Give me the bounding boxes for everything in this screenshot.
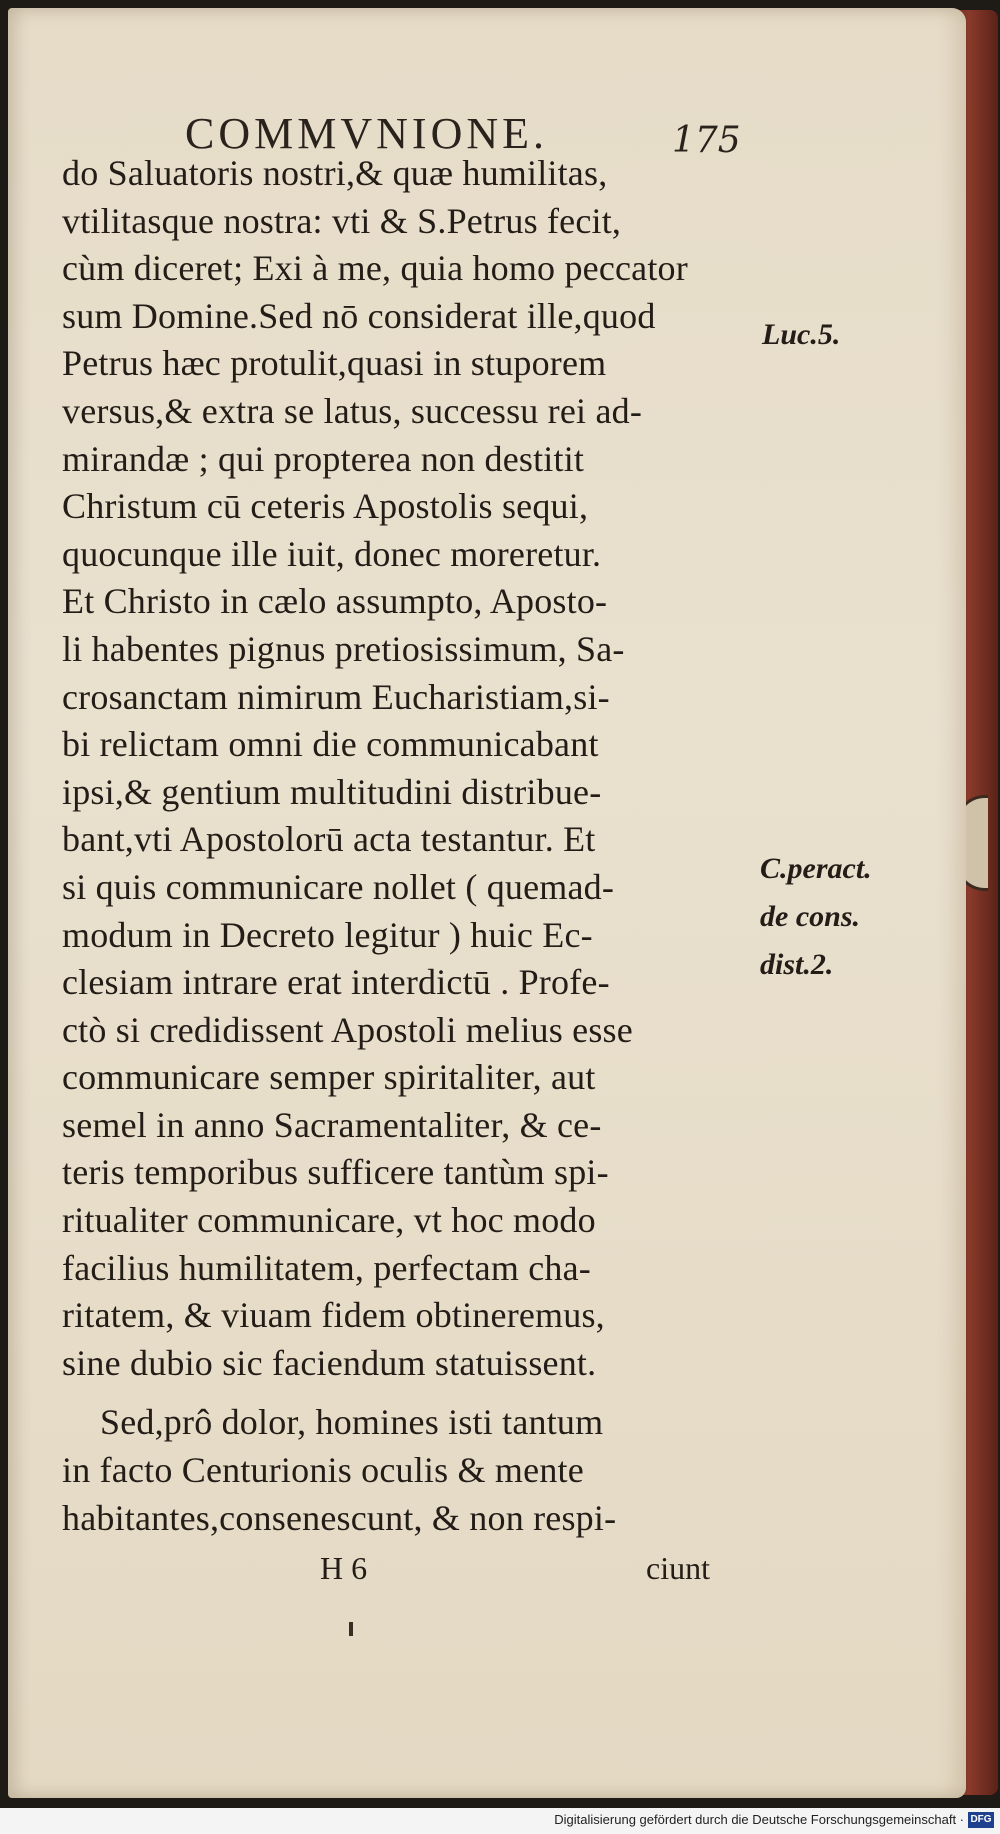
text-line: Christum cū ceteris Apostolis sequi, <box>62 486 589 527</box>
margin-note: de cons. <box>760 900 860 933</box>
body-text <box>62 150 762 1542</box>
margin-note-luc: Luc.5. <box>762 318 841 351</box>
credit-text: Digitalisierung gefördert durch die Deutsche Forschungsgemeinschaft · <box>554 1812 964 1827</box>
text-line: ritualiter communicare, vt hoc modo <box>62 1200 596 1241</box>
running-title: COMMVNIONE. <box>185 109 548 158</box>
text-line: ritatem, & viuam fidem obtineremus, <box>62 1295 605 1336</box>
text-line: cùm diceret; Exi à me, quia homo peccator <box>62 248 688 289</box>
text-line: mirandæ ; qui propterea non destitit <box>62 438 585 479</box>
text-line: quocunque ille iuit, donec moreretur. <box>62 533 602 574</box>
text-line: clesiam intrare erat interdictū . Profe- <box>62 962 610 1003</box>
text-line: semel in anno Sacramentaliter, & ce- <box>62 1104 602 1145</box>
ink-mark <box>349 1622 353 1636</box>
margin-note: C.peract. <box>760 852 872 885</box>
text-line: si quis communicare nollet ( quemad- <box>62 866 615 907</box>
text-line: habitantes,consenescunt, & non respi- <box>62 1497 617 1538</box>
text-line: modum in Decreto legitur ) huic Ec- <box>62 914 593 955</box>
text-line: ipsi,& gentium multitudini distribue- <box>62 771 602 812</box>
text-line: Et Christo in cælo assumpto, Aposto- <box>62 581 608 622</box>
signature-mark: H 6 <box>320 1550 368 1586</box>
dfg-logo: DFG <box>968 1812 994 1828</box>
margin-note: dist.2. <box>760 948 834 981</box>
text-line: crosanctam nimirum Eucharistiam,si- <box>62 676 610 717</box>
text-line: vtilitasque nostra: vti & S.Petrus fecit, <box>62 200 622 241</box>
text-line: communicare semper spiritaliter, aut <box>62 1057 596 1098</box>
text-line: ctò si credidissent Apostoli melius esse <box>62 1009 633 1050</box>
text-line: li habentes pignus pretiosissimum, Sa- <box>62 628 625 669</box>
text-line: versus,& extra se latus, successu rei ad- <box>62 390 643 431</box>
text-line: in facto Centurionis oculis & mente <box>62 1450 584 1491</box>
text-line: Sed,prô dolor, homines isti tantum <box>100 1402 604 1443</box>
catchword: ciunt <box>646 1550 710 1586</box>
text-line: do Saluatoris nostri,& quæ humilitas, <box>62 153 608 193</box>
text-line: teris temporibus sufficere tantùm spi- <box>62 1152 609 1193</box>
text-line: facilius humilitatem, perfectam cha- <box>62 1247 591 1288</box>
text-line: bi relictam omni die communicabant <box>62 724 599 765</box>
text-line: Petrus hæc protulit,quasi in stuporem <box>62 343 607 384</box>
page-number: 175 <box>672 120 741 161</box>
text-line: sine dubio sic faciendum statuissent. <box>62 1342 597 1383</box>
text-line: sum Domine.Sed nō considerat ille,quod <box>62 295 656 336</box>
text-line: bant,vti Apostolorū acta testantur. Et <box>62 819 596 860</box>
